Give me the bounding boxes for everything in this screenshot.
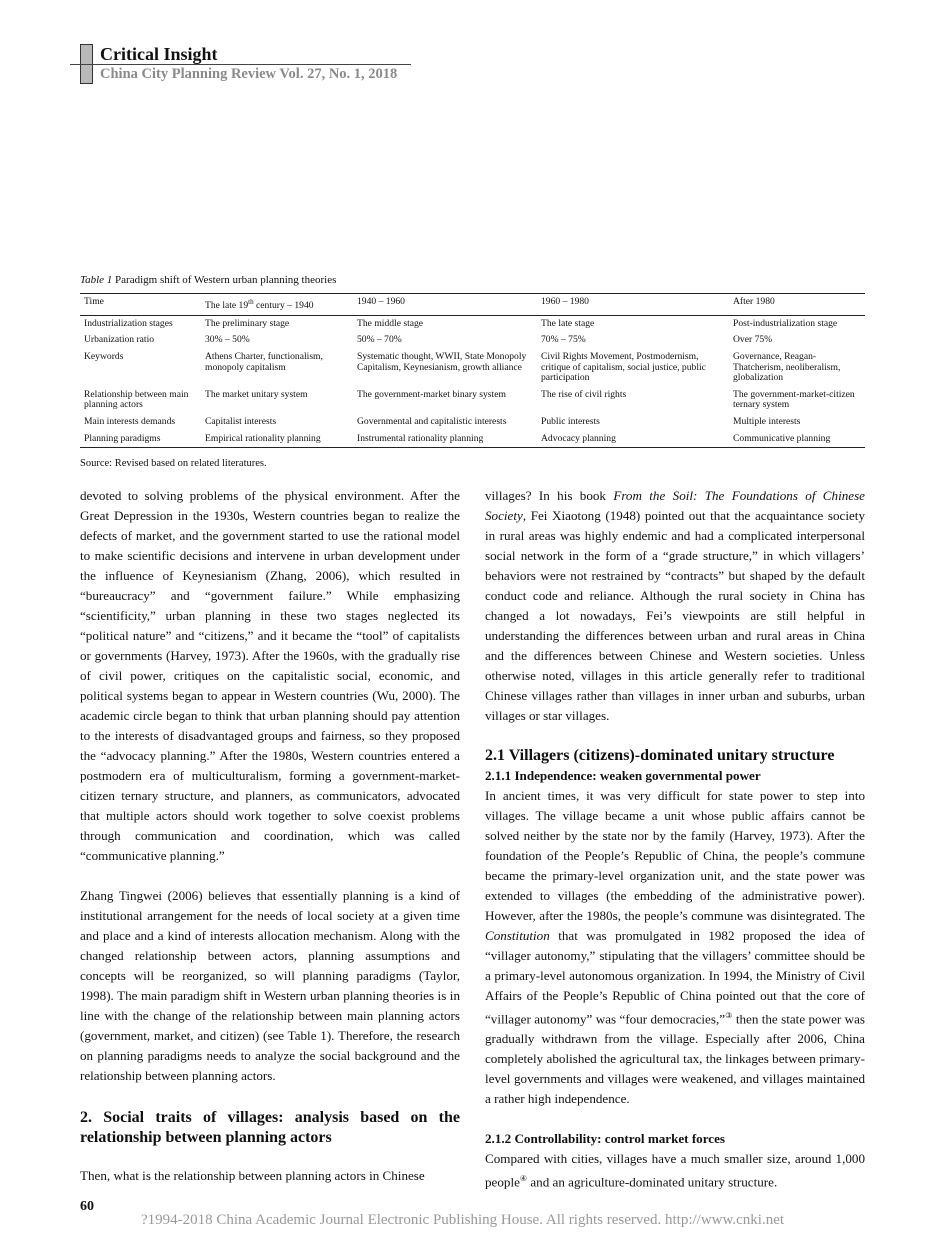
table-header-cell: 1940 – 1960 bbox=[353, 294, 537, 316]
table-cell: Governmental and capitalistic interests bbox=[357, 415, 507, 427]
table-header-cell: 1960 – 1980 bbox=[537, 294, 729, 316]
table-cell: The middle stage bbox=[357, 317, 424, 329]
table-cell: The late stage bbox=[541, 317, 595, 329]
table-caption-text: Paradigm shift of Western urban planning theories bbox=[115, 274, 337, 286]
table-cell: Civil Rights Movement, Postmodernism, critique of capitalism, social justice, public participation bbox=[541, 350, 706, 384]
body-paragraph: villages? In his book From the Soil: The Foundations of Chinese Society, Fei Xiaotong (1948) pointed out that the acquaintance society in rural areas was highly endemic and had a complicated interpersonal social network in the form of a “grade structure,” in which villagers’ behaviors were not restrained by “contracts” but shaped by the default conduct code and reliance. Although the rural society in China has changed a lot nowadays, Fei’s viewpoints are still helpful in understanding the differences between urban and rural areas in China and the differences between Chinese and Western societies. Unless otherwise noted, villages in this article generally refer to traditional Chinese villages rather than villages in inner urban and suburbs, urban villages or star villages. bbox=[485, 488, 865, 723]
subsubsection-heading: 2.1.1 Independence: weaken governmental power bbox=[485, 768, 761, 783]
table-cell: Systematic thought, WWII, State Monopoly Capitalism, Keynesianism, growth alliance bbox=[357, 350, 527, 373]
table-cell: The government-market-citizen ternary system bbox=[733, 388, 855, 411]
paradigm-table bbox=[80, 293, 865, 448]
table-cell: Post-industrialization stage bbox=[733, 317, 838, 329]
table-header-cell: After 1980 bbox=[729, 294, 865, 316]
body-paragraph: devoted to solving problems of the physical environment. After the Great Depression in the 1930s, Western countries began to realize the defects of market, and the government started to use the rational model to make scientific decisions and intervene in urban development under the influence of Keynesianism (Zhang, 2006), which resulted in “bureaucracy” and “government failure.” While emphasizing “scientificity,” urban planning in these two stages neglected its “political nature” and “citizens,” and it became the “tool” of capitalists or governments (Harvey, 1973). After the 1960s, with the gradually rise of civil power, critiques on the capitalistic social, economic, and political systems began to appear in Western countries (Wu, 2000). The academic circle began to think that urban planning should pay attention to the interests of disadvantaged groups and fairness, so they proposed the “advocacy planning.” After the 1980s, Western countries entered a postmodern era of multiculturalism, forming a government-market-citizen ternary structure, and planners, as communicators, advocated that multiple actors should work together to solve coexist problems through communication and coordination, which was called “communicative planning.” bbox=[80, 488, 460, 863]
table-row bbox=[80, 332, 865, 349]
table-cell: Empirical rationality planning bbox=[201, 431, 353, 448]
section-heading: 2. Social traits of villages: analysis based on the relationship between planning actors bbox=[80, 1109, 460, 1146]
table-cell: Urbanization ratio bbox=[84, 334, 155, 346]
body-paragraph: Compared with cities, villages have a much smaller size, around 1,000 people④ and an agriculture-dominated unitary structure. bbox=[485, 1151, 865, 1190]
table-cell: Communicative planning bbox=[729, 431, 865, 448]
left-column bbox=[80, 486, 460, 1186]
table-row bbox=[80, 315, 865, 332]
table-cell: Governance, Reagan-Thatcherism, neoliberalism, globalization bbox=[733, 350, 841, 384]
body-paragraph: In ancient times, it was very difficult for state power to step into villages. The village became a unit whose public affairs cannot be solved neither by the state nor by the family (Harvey, 1973). After the foundation of the People’s Republic of China, the people’s commune became the primary-level organization unit, and the state power was extended to villages (the embedding of the administrative power). However, after the 1980s, the people’s commune was disintegrated. The Constitution that was promulgated in 1982 proposed the idea of “villager autonomy,” stipulating that the villagers’ committee should be a primary-level autonomous organization. In 1994, the Ministry of Civil Affairs of the People’s Republic of China pointed out that the core of “villager autonomy” was “four democracies,”③ then the state power was gradually withdrawn from the village. Especially after 2006, China completely abolished the agricultural tax, the linkages between primary-level governments and villages were weakened, and villages maintained a rather high independence. bbox=[485, 788, 865, 1107]
table-cell: The rise of civil rights bbox=[541, 388, 627, 400]
table-cell: Over 75% bbox=[733, 334, 773, 346]
copyright-footer: ?1994-2018 China Academic Journal Electronic Publishing House. All rights reserved. http://www.cnki.net bbox=[140, 1212, 785, 1228]
table-row bbox=[80, 431, 865, 448]
table-header-row bbox=[80, 294, 865, 316]
table-cell: Public interests bbox=[541, 415, 600, 427]
table-cell: Keywords bbox=[84, 350, 124, 362]
table-cell: Advocacy planning bbox=[537, 431, 729, 448]
table-row bbox=[80, 387, 865, 414]
page-number: 60 bbox=[80, 1199, 94, 1214]
table-caption-label: Table 1 bbox=[80, 274, 113, 286]
table-row bbox=[80, 349, 865, 387]
table-cell: The market unitary system bbox=[205, 388, 308, 400]
table-cell: Planning paradigms bbox=[80, 431, 201, 448]
table-header-cell: Time bbox=[80, 294, 201, 316]
table-header-cell: The late 19th century – 1940 bbox=[201, 294, 353, 316]
body-paragraph: Then, what is the relationship between planning actors in Chinese bbox=[80, 1168, 425, 1183]
section-title: Critical Insight bbox=[100, 44, 218, 64]
footnote-marker: ③ bbox=[725, 1011, 733, 1020]
table-caption bbox=[80, 274, 336, 286]
body-paragraph: Zhang Tingwei (2006) believes that essentially planning is a kind of institutional arrangement for the needs of local society at a given time and place and a kind of interests allocation mechanism. Along with the changed relationship between actors, planning assumptions and concepts will be reorganized, so will planning paradigms (Taylor, 1998). The main paradigm shift in Western urban planning theories is in line with the change of the relationship between main planning actors (government, market, and citizen) (see Table 1). Therefore, the research on planning paradigms needs to analyze the social background and the relationship between planning actors. bbox=[80, 888, 460, 1083]
journal-info: China City Planning Review Vol. 27, No. 1, 2018 bbox=[100, 66, 398, 82]
footnote-marker: ④ bbox=[519, 1174, 528, 1184]
table-cell: 30% – 50% bbox=[205, 334, 250, 346]
table-cell: Athens Charter, functionalism, monopoly capitalism bbox=[205, 350, 323, 373]
table-cell: Industrialization stages bbox=[84, 317, 173, 329]
table-cell: 50% – 70% bbox=[357, 334, 402, 346]
table-cell: Main interests demands bbox=[84, 415, 176, 427]
table-cell: 70% – 75% bbox=[541, 334, 586, 346]
right-column bbox=[485, 486, 865, 1193]
table-cell: The government-market binary system bbox=[357, 388, 506, 400]
table-source: Source: Revised based on related literatures. bbox=[80, 458, 267, 469]
header-rule bbox=[70, 64, 411, 65]
subsection-heading: 2.1 Villagers (citizens)-dominated unitary structure bbox=[485, 747, 835, 764]
table-cell: The preliminary stage bbox=[205, 317, 290, 329]
document-title: Constitution bbox=[485, 928, 550, 943]
subsubsection-heading: 2.1.2 Controllability: control market forces bbox=[485, 1131, 726, 1147]
table-cell: Instrumental rationality planning bbox=[353, 431, 537, 448]
book-title: From the Soil: The Foundations of Chinese Society bbox=[485, 488, 865, 523]
table-cell: Relationship between main planning actors bbox=[84, 388, 189, 411]
table-cell: Capitalist interests bbox=[205, 415, 277, 427]
table-row bbox=[80, 414, 865, 431]
table-cell: Multiple interests bbox=[733, 415, 801, 427]
